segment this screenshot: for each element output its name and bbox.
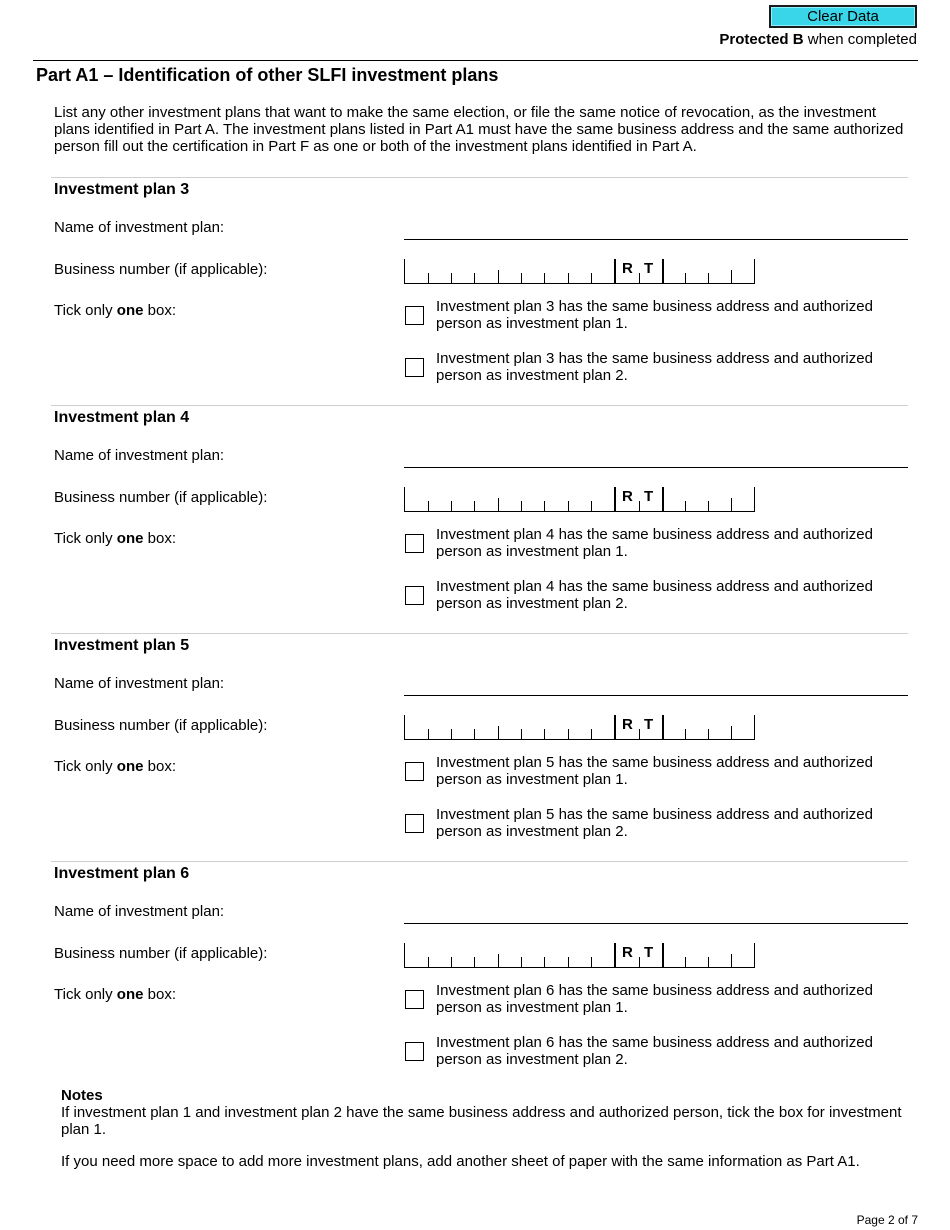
- bn-digit-divider: [614, 715, 616, 740]
- plan-name-input[interactable]: [404, 447, 908, 468]
- name-label: Name of investment plan:: [54, 903, 225, 920]
- section-divider: [51, 405, 908, 406]
- tick-one-bold: one: [116, 758, 144, 775]
- bn-digit-divider: [544, 273, 545, 284]
- business-number-field[interactable]: [404, 259, 755, 284]
- bn-digit-divider: [474, 501, 475, 512]
- bn-digit-divider: [685, 501, 686, 512]
- option-text: Investment plan 3 has the same business address and authorized person as investment plan 2.: [436, 350, 873, 384]
- note-same-address: If investment plan 1 and investment plan 2 have the same business address and authorized person, tick the box for investment plan 1.: [61, 1104, 902, 1138]
- bn-digit-divider: [544, 957, 545, 968]
- bn-digit-divider: [568, 729, 569, 740]
- bn-digit-divider: [708, 957, 709, 968]
- bn-rt-r: R: [622, 488, 633, 505]
- business-number-label: Business number (if applicable):: [54, 945, 268, 962]
- plan-title: Investment plan 6: [54, 865, 190, 882]
- option-same-as-plan-2[interactable]: [404, 578, 909, 614]
- bn-digit-divider: [614, 259, 616, 284]
- bn-digit-divider: [451, 729, 452, 740]
- tick-one-bold: one: [116, 530, 144, 547]
- bn-digit-divider: [591, 273, 592, 284]
- bn-baseline: [404, 283, 755, 284]
- bn-digit-divider: [568, 501, 569, 512]
- bn-baseline: [404, 739, 755, 740]
- plan-title: Investment plan 4: [54, 409, 190, 426]
- bn-digit-divider: [731, 498, 732, 512]
- business-number-label: Business number (if applicable):: [54, 717, 268, 734]
- bn-digit-divider: [428, 957, 429, 968]
- tick-post: box:: [143, 302, 176, 319]
- section-divider: [51, 177, 908, 178]
- bn-digit-divider: [474, 729, 475, 740]
- bn-digit-divider: [662, 487, 664, 512]
- bn-digit-divider: [708, 501, 709, 512]
- tick-one-bold: one: [116, 986, 144, 1003]
- plan-name-input[interactable]: [404, 903, 908, 924]
- checkbox-plan-1[interactable]: [405, 534, 424, 553]
- bn-digit-divider: [544, 501, 545, 512]
- name-label: Name of investment plan:: [54, 447, 225, 464]
- bn-digit-divider: [568, 273, 569, 284]
- protected-b-notice: [719, 31, 917, 48]
- bn-digit-divider: [708, 729, 709, 740]
- tick-post: box:: [143, 986, 176, 1003]
- option-text: Investment plan 4 has the same business address and authorized person as investment plan 1.: [436, 526, 873, 560]
- investment-plan-section: [0, 861, 950, 1089]
- option-same-as-plan-1[interactable]: [404, 526, 909, 562]
- checkbox-plan-2[interactable]: [405, 1042, 424, 1061]
- header-divider: [33, 60, 918, 61]
- checkbox-plan-2[interactable]: [405, 814, 424, 833]
- bn-rt-r: R: [622, 716, 633, 733]
- tick-pre: Tick only: [54, 302, 117, 319]
- bn-digit-divider: [451, 501, 452, 512]
- tick-pre: Tick only: [54, 986, 117, 1003]
- business-number-field[interactable]: [404, 943, 755, 968]
- bn-rt-t: T: [644, 944, 654, 961]
- bn-digit-divider: [521, 729, 522, 740]
- bn-digit-divider: [404, 259, 405, 284]
- bn-digit-divider: [428, 273, 429, 284]
- bn-digit-divider: [498, 270, 499, 284]
- tick-one-label: [54, 758, 176, 775]
- bn-digit-divider: [428, 729, 429, 740]
- bn-digit-divider: [731, 726, 732, 740]
- bn-rt-t: T: [644, 716, 654, 733]
- checkbox-plan-2[interactable]: [405, 586, 424, 605]
- bn-digit-divider: [614, 943, 616, 968]
- section-divider: [51, 861, 908, 862]
- business-number-label: Business number (if applicable):: [54, 261, 268, 278]
- checkbox-plan-1[interactable]: [405, 990, 424, 1009]
- tick-post: box:: [143, 758, 176, 775]
- plan-name-input[interactable]: [404, 675, 908, 696]
- bn-digit-divider: [521, 501, 522, 512]
- bn-digit-divider: [639, 273, 640, 284]
- checkbox-plan-1[interactable]: [405, 306, 424, 325]
- bn-digit-divider: [591, 501, 592, 512]
- option-same-as-plan-1[interactable]: [404, 298, 909, 334]
- bn-digit-divider: [591, 957, 592, 968]
- option-text: Investment plan 5 has the same business address and authorized person as investment plan 1.: [436, 754, 873, 788]
- bn-digit-divider: [662, 259, 664, 284]
- bn-digit-divider: [544, 729, 545, 740]
- bn-digit-divider: [708, 273, 709, 284]
- bn-baseline: [404, 511, 755, 512]
- bn-rt-r: R: [622, 260, 633, 277]
- bn-digit-divider: [521, 273, 522, 284]
- bn-digit-divider: [474, 273, 475, 284]
- option-same-as-plan-1[interactable]: [404, 982, 909, 1018]
- bn-digit-divider: [639, 957, 640, 968]
- bn-digit-divider: [639, 501, 640, 512]
- bn-digit-divider: [685, 729, 686, 740]
- tick-pre: Tick only: [54, 530, 117, 547]
- bn-digit-divider: [685, 957, 686, 968]
- bn-digit-divider: [614, 487, 616, 512]
- bn-digit-divider: [662, 943, 664, 968]
- checkbox-plan-1[interactable]: [405, 762, 424, 781]
- option-text: Investment plan 3 has the same business address and authorized person as investment plan 1.: [436, 298, 873, 332]
- name-label: Name of investment plan:: [54, 219, 225, 236]
- bn-digit-divider: [754, 487, 755, 512]
- bn-digit-divider: [754, 943, 755, 968]
- business-number-field[interactable]: [404, 487, 755, 512]
- bn-digit-divider: [731, 954, 732, 968]
- bn-digit-divider: [731, 270, 732, 284]
- business-number-field[interactable]: [404, 715, 755, 740]
- tick-pre: Tick only: [54, 758, 117, 775]
- clear-data-button[interactable]: Clear Data: [769, 5, 917, 28]
- business-number-label: Business number (if applicable):: [54, 489, 268, 506]
- bn-rt-t: T: [644, 488, 654, 505]
- bn-digit-divider: [521, 957, 522, 968]
- option-same-as-plan-2[interactable]: [404, 806, 909, 842]
- bn-digit-divider: [591, 729, 592, 740]
- note-more-space: If you need more space to add more investment plans, add another sheet of paper with the same information as Part A1.: [61, 1153, 860, 1170]
- bn-rt-t: T: [644, 260, 654, 277]
- bn-digit-divider: [498, 726, 499, 740]
- checkbox-plan-2[interactable]: [405, 358, 424, 377]
- page-number: Page 2 of 7: [856, 1213, 918, 1227]
- tick-one-label: [54, 302, 176, 319]
- bn-digit-divider: [754, 715, 755, 740]
- bn-rt-r: R: [622, 944, 633, 961]
- investment-plan-section: [0, 177, 950, 405]
- bn-digit-divider: [662, 715, 664, 740]
- bn-digit-divider: [404, 487, 405, 512]
- tick-one-label: [54, 530, 176, 547]
- part-a1-intro: List any other investment plans that want to make the same election, or file the same notice of revocation, as the investment plans identified in Part A. The investment plans listed in Part A1 must have the same business address and the same authorized person fill out the certification in Part F as one or both of the investment plans identified in Part A.: [54, 104, 904, 155]
- tick-one-label: [54, 986, 176, 1003]
- name-label: Name of investment plan:: [54, 675, 225, 692]
- notes-section: [61, 1087, 921, 1170]
- option-text: Investment plan 6 has the same business address and authorized person as investment plan 2.: [436, 1034, 873, 1068]
- protected-b-label: Protected B: [719, 31, 804, 48]
- bn-digit-divider: [428, 501, 429, 512]
- investment-plan-section: [0, 405, 950, 633]
- protected-b-suffix: when completed: [803, 31, 917, 48]
- notes-title: Notes: [61, 1087, 103, 1104]
- bn-digit-divider: [451, 273, 452, 284]
- section-divider: [51, 633, 908, 634]
- bn-digit-divider: [685, 273, 686, 284]
- plan-name-input[interactable]: [404, 219, 908, 240]
- bn-digit-divider: [498, 498, 499, 512]
- bn-digit-divider: [568, 957, 569, 968]
- bn-digit-divider: [451, 957, 452, 968]
- plan-title: Investment plan 3: [54, 181, 190, 198]
- investment-plan-section: [0, 633, 950, 861]
- tick-post: box:: [143, 530, 176, 547]
- option-text: Investment plan 4 has the same business address and authorized person as investment plan 2.: [436, 578, 873, 612]
- option-same-as-plan-2[interactable]: [404, 350, 909, 386]
- part-a1-title: Part A1 – Identification of other SLFI investment plans: [36, 65, 499, 85]
- bn-digit-divider: [404, 715, 405, 740]
- option-text: Investment plan 5 has the same business address and authorized person as investment plan 2.: [436, 806, 873, 840]
- bn-baseline: [404, 967, 755, 968]
- bn-digit-divider: [498, 954, 499, 968]
- plan-title: Investment plan 5: [54, 637, 190, 654]
- bn-digit-divider: [754, 259, 755, 284]
- bn-digit-divider: [404, 943, 405, 968]
- option-text: Investment plan 6 has the same business address and authorized person as investment plan 1.: [436, 982, 873, 1016]
- option-same-as-plan-2[interactable]: [404, 1034, 909, 1070]
- option-same-as-plan-1[interactable]: [404, 754, 909, 790]
- bn-digit-divider: [474, 957, 475, 968]
- tick-one-bold: one: [116, 302, 144, 319]
- bn-digit-divider: [639, 729, 640, 740]
